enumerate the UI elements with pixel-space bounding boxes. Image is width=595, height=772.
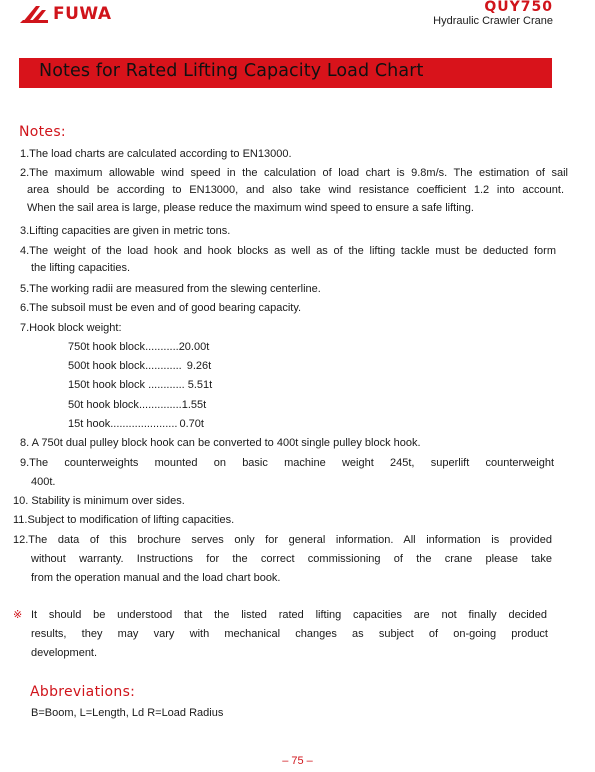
note-line: 6.The subsoil must be even and of good bearing capacity. — [20, 302, 302, 314]
page-title: Notes for Rated Lifting Capacity Load Chart — [39, 61, 424, 81]
abbreviations-text: B=Boom, L=Length, Ld R=Load Radius — [31, 707, 224, 719]
hook-name: 750t hook block — [68, 341, 146, 353]
note-line: When the sail area is large, please reduce the maximum wind speed to ensure a safe lifting. — [27, 202, 474, 214]
hook-value: 0.70t — [179, 418, 204, 430]
note-line: 5.The working radii are measured from the slewing centerline. — [20, 283, 321, 295]
crane-logo-icon — [20, 4, 50, 24]
remark-line: results, they may vary with mechanical changes as subject of on-going product — [31, 628, 548, 640]
hook-name: 15t hook — [68, 418, 111, 430]
note-line: 4.The weight of the load hook and hook blocks as well as of the lifting tackle must be deducted form — [20, 245, 556, 257]
hook-row — [68, 418, 204, 431]
note-line: area should be according to EN13000, and also take wind resistance coefficient 1.2 into account. — [27, 184, 564, 196]
abbreviations-heading: Abbreviations: — [30, 684, 136, 700]
remark-mark-icon: ※ — [13, 609, 23, 621]
hook-value: 9.26t — [186, 360, 212, 372]
note-line: 12.The data of this brochure serves only for general information. All information is provided — [13, 534, 552, 546]
hook-dots: ............ — [145, 360, 182, 372]
hook-dots: ............ — [148, 379, 185, 391]
note-line: without warranty. Instructions for the correct commissioning of the crane please take — [31, 553, 552, 565]
hook-dots: .............. — [138, 399, 182, 411]
fuwa-logo — [20, 4, 112, 24]
hook-value: 20.00t — [178, 341, 210, 353]
logo-text: FUWA — [53, 4, 112, 24]
remark-line: It should be understood that the listed rated lifting capacities are not finally decided — [31, 609, 547, 621]
note-line: 2.The maximum allowable wind speed in the calculation of load chart is 9.8m/s. The estimation of sail — [20, 167, 568, 179]
note-line: 11.Subject to modification of lifting capacities. — [13, 514, 235, 526]
title-banner — [19, 58, 552, 88]
product-subtitle: Hydraulic Crawler Crane — [433, 15, 553, 27]
note-line: 3.Lifting capacities are given in metric tons. — [20, 225, 231, 237]
note-line: 8. A 750t dual pulley block hook can be converted to 400t single pulley block hook. — [20, 437, 421, 449]
page-number: – 75 – — [282, 755, 313, 767]
note-line: 400t. — [31, 476, 56, 488]
hook-row — [68, 379, 212, 392]
hook-name: 150t hook block — [68, 379, 146, 391]
model-name: QUY750 — [484, 0, 553, 15]
hook-value: 5.51t — [187, 379, 213, 391]
hook-name: 50t hook block — [68, 399, 139, 411]
note-line: 1.The load charts are calculated according to EN13000. — [20, 148, 292, 160]
hook-row — [68, 399, 206, 412]
note-line: 7.Hook block weight: — [20, 322, 122, 334]
note-line: 10. Stability is minimum over sides. — [13, 495, 185, 507]
hook-dots: ........... — [145, 341, 179, 353]
hook-row — [68, 341, 209, 354]
remark-line: development. — [31, 647, 98, 659]
hook-name: 500t hook block — [68, 360, 146, 372]
note-line: from the operation manual and the load chart book. — [31, 572, 281, 584]
note-line: 9.The counterweights mounted on basic machine weight 245t, superlift counterweight — [20, 457, 554, 469]
hook-value: 1.55t — [181, 399, 207, 411]
note-line: the lifting capacities. — [31, 262, 131, 274]
hook-dots: ...................... — [110, 418, 178, 430]
hook-row — [68, 360, 211, 373]
notes-heading: Notes: — [19, 124, 66, 140]
